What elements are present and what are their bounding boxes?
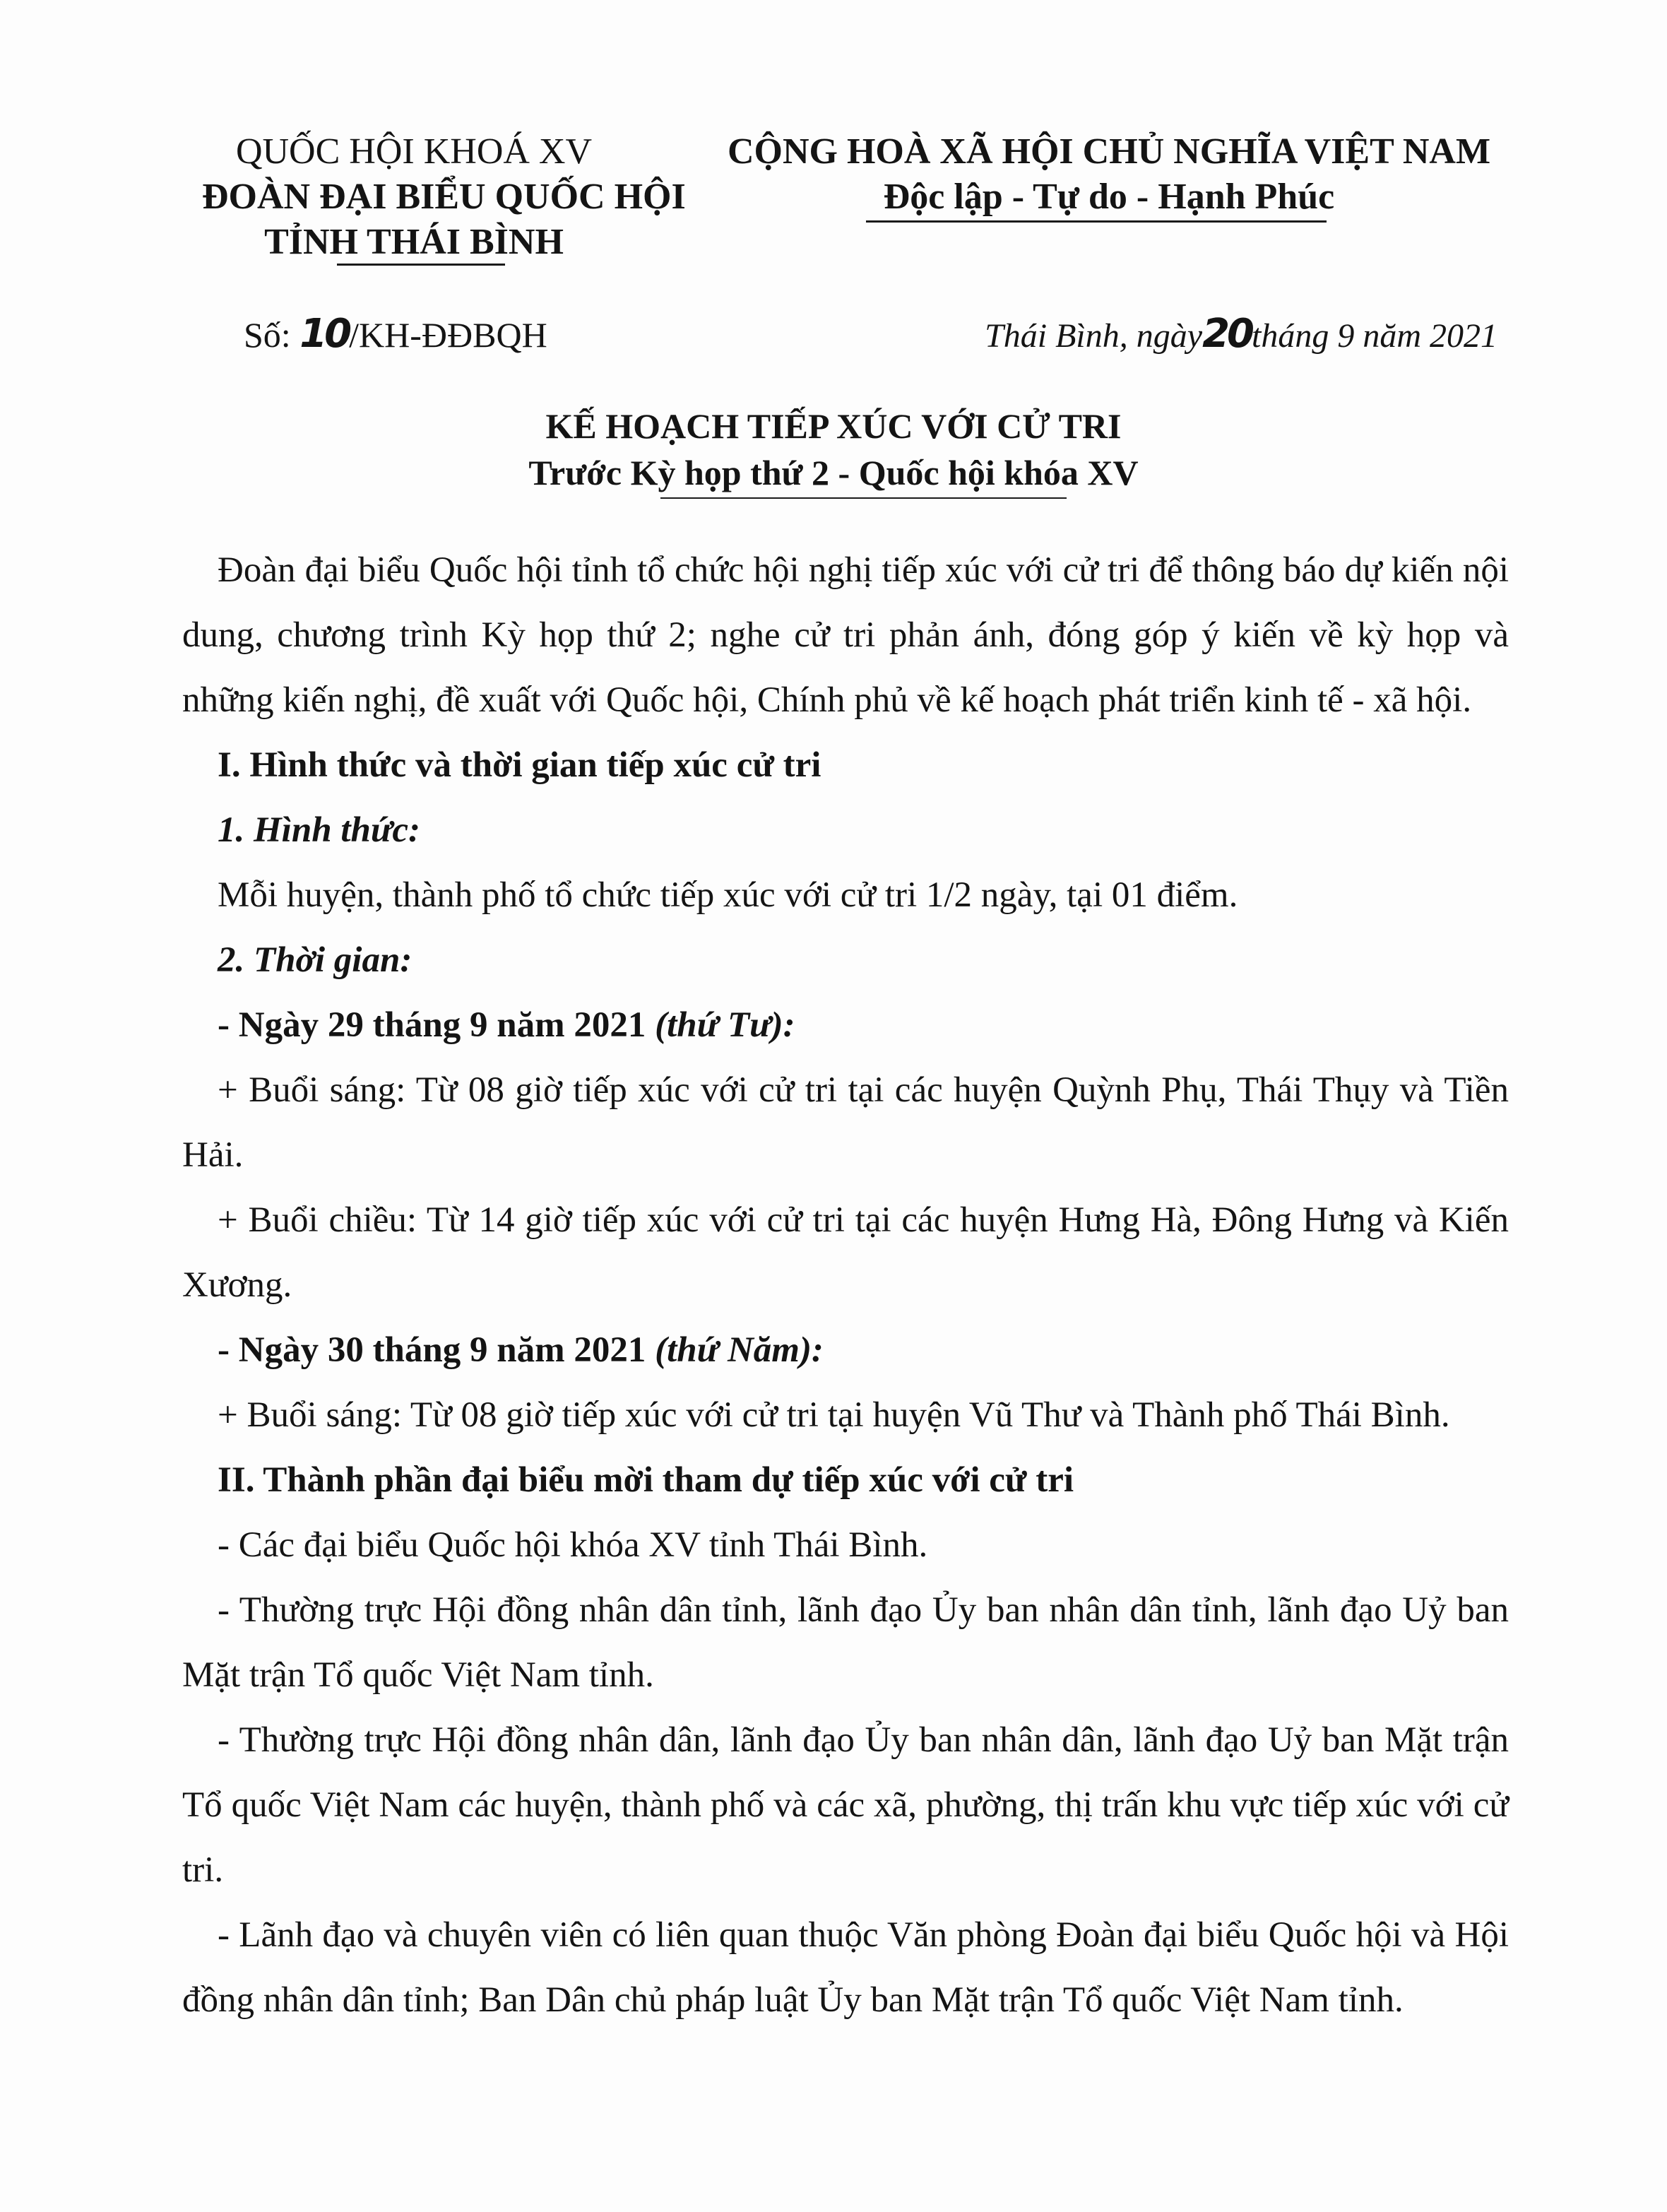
header-left-underline [337,264,505,266]
subsection-form: 1. Hình thức: [218,810,421,850]
participants-item: - Thường trực Hội đồng nhân dân, lãnh đạo Ủy ban nhân dân, lãnh đạo Uỷ ban Mặt trận Tổ quốc Việt Nam các huyện, thành phố và các xã, phường, thị trấn khu vực tiếp xúc với cử tri. [182,1720,1509,1890]
national-assembly-term: QUỐC HỘI KHOÁ XV [235,131,593,172]
handwritten-day: 20 [1202,311,1252,357]
date-line: Thái Bình, ngày20tháng 9 năm 2021 [985,311,1497,357]
day-1-afternoon: + Buổi chiều: Từ 14 giờ tiếp xúc với cử tri tại các huyện Hưng Hà, Đông Hưng và Kiến Xương. [182,1200,1509,1305]
handwritten-number: 10 [299,311,350,357]
day-1-heading: - Ngày 29 tháng 9 năm 2021 (thứ Tư): [218,1005,795,1045]
day-2-heading: - Ngày 30 tháng 9 năm 2021 (thứ Năm): [218,1330,824,1370]
document-body [182,538,1509,2033]
delegation-name: ĐOÀN ĐẠI BIỂU QUỐC HỘI [202,177,686,217]
day-1-morning: + Buổi sáng: Từ 08 giờ tiếp xúc với cử tri tại các huyện Quỳnh Phụ, Thái Thụy và Tiền Hải. [182,1070,1509,1175]
header-left [202,129,686,265]
subtitle-underline [660,497,1067,499]
header-right-underline [866,220,1327,223]
document-title: KẾ HOẠCH TIẾP XÚC VỚI CỬ TRI [545,406,1122,446]
country-name: CỘNG HOÀ XÃ HỘI CHỦ NGHĨA VIỆT NAM [727,131,1491,172]
document-subtitle: Trước Kỳ họp thứ 2 - Quốc hội khóa XV [528,453,1139,492]
participants-item: - Lãnh đạo và chuyên viên có liên quan thuộc Văn phòng Đoàn đại biểu Quốc hội và Hội đồng nhân dân tỉnh; Ban Dân chủ pháp luật Ủy ban Mặt trận Tổ quốc Việt Nam tỉnh. [182,1915,1509,2020]
section-1-heading: I. Hình thức và thời gian tiếp xúc cử tri [218,745,821,785]
subsection-time: 2. Thời gian: [218,940,413,980]
province-name: TỈNH THÁI BÌNH [264,222,564,262]
participants-item: - Thường trực Hội đồng nhân dân tỉnh, lãnh đạo Ủy ban nhân dân tỉnh, lãnh đạo Uỷ ban Mặt trận Tổ quốc Việt Nam tỉnh. [182,1590,1509,1695]
intro-paragraph: Đoàn đại biểu Quốc hội tỉnh tổ chức hội nghị tiếp xúc với cử tri để thông báo dự kiến nội dung, chương trình Kỳ họp thứ 2; nghe cử tri phản ánh, đóng góp ý kiến về kỳ họp và những kiến nghị, đề xuất với Quốc hội, Chính phủ về kế hoạch phát triển kinh tế - xã hội. [182,550,1509,720]
form-text: Mỗi huyện, thành phố tổ chức tiếp xúc với cử tri 1/2 ngày, tại 01 điểm. [218,875,1238,915]
section-2-heading: II. Thành phần đại biểu mời tham dự tiếp xúc với cử tri [218,1460,1074,1500]
participants-item: - Các đại biểu Quốc hội khóa XV tỉnh Thái Bình. [218,1525,928,1565]
motto: Độc lập - Tự do - Hạnh Phúc [883,177,1335,217]
header-right [706,129,1512,220]
document-number: Số: 10/KH-ĐĐBQH [244,311,547,357]
day-2-morning: + Buổi sáng: Từ 08 giờ tiếp xúc với cử tri tại huyện Vũ Thư và Thành phố Thái Bình. [218,1395,1450,1435]
